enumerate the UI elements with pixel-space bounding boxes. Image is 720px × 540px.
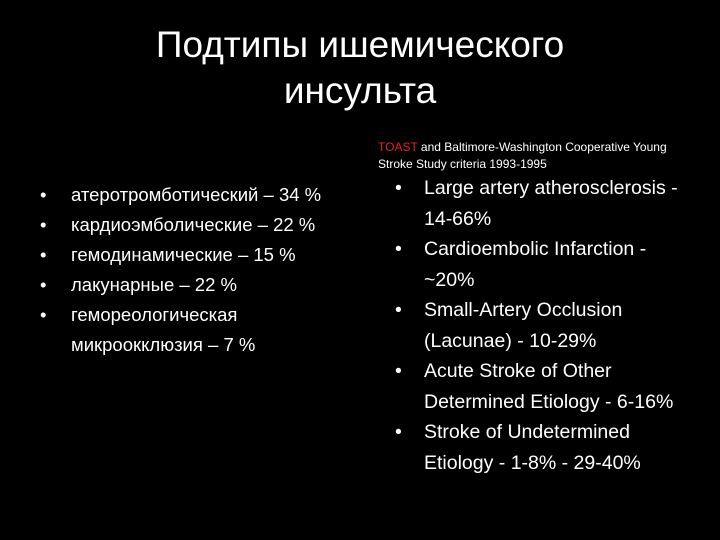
list-item-text: Small-Artery Occlusion (Lacunae) - 10-29% [424, 299, 623, 352]
list-item-text: Cardioembolic Infarction - ~20% [424, 238, 647, 291]
bullet-icon: • [40, 184, 47, 205]
list-item [40, 180, 340, 210]
bullet-icon: • [395, 360, 402, 382]
bullet-icon: • [395, 177, 402, 199]
list-item [395, 356, 685, 417]
source-text-line-1: and Baltimore-Washington Cooperative Young [417, 140, 667, 154]
slide-title-line-1: Подтипы ишемического [155, 24, 565, 65]
list-item-text: Acute Stroke of Other Determined Etiology - 6-16% [424, 360, 674, 413]
list-item-text: лакунарные – 22 % [71, 274, 237, 295]
list-item [395, 234, 685, 295]
slide-title [100, 22, 620, 114]
bullet-icon: • [40, 214, 47, 235]
list-item [40, 240, 340, 270]
list-item-text: атеротромботический – 34 % [71, 184, 322, 205]
list-item [40, 300, 340, 360]
list-item-text: Stroke of Undetermined Etiology - 1-8% - 29-40% [424, 421, 641, 474]
bullet-icon: • [40, 274, 47, 295]
list-item-text: гемодинамические – 15 % [71, 244, 296, 265]
bullet-icon: • [395, 238, 402, 260]
source-note [378, 139, 720, 173]
bullet-icon: • [395, 421, 402, 443]
bullet-icon: • [40, 244, 47, 265]
list-item [40, 210, 340, 240]
list-item [395, 295, 685, 356]
list-item-text: Large artery atherosclerosis - 14-66% [424, 177, 678, 230]
right-bullet-list [395, 173, 685, 478]
list-item [395, 417, 685, 478]
slide-title-line-2: инсульта [283, 70, 437, 111]
list-item-text: кардиоэмболические – 22 % [71, 214, 316, 235]
source-text-line-2: Stroke Study criteria 1993-1995 [378, 157, 547, 171]
source-highlight: TOAST [378, 140, 418, 154]
list-item-text: гемореологическая микроокклюзия – 7 % [71, 304, 256, 355]
bullet-icon: • [395, 299, 402, 321]
left-bullet-list [40, 180, 340, 360]
list-item [40, 270, 340, 300]
list-item [395, 173, 685, 234]
bullet-icon: • [40, 304, 47, 325]
